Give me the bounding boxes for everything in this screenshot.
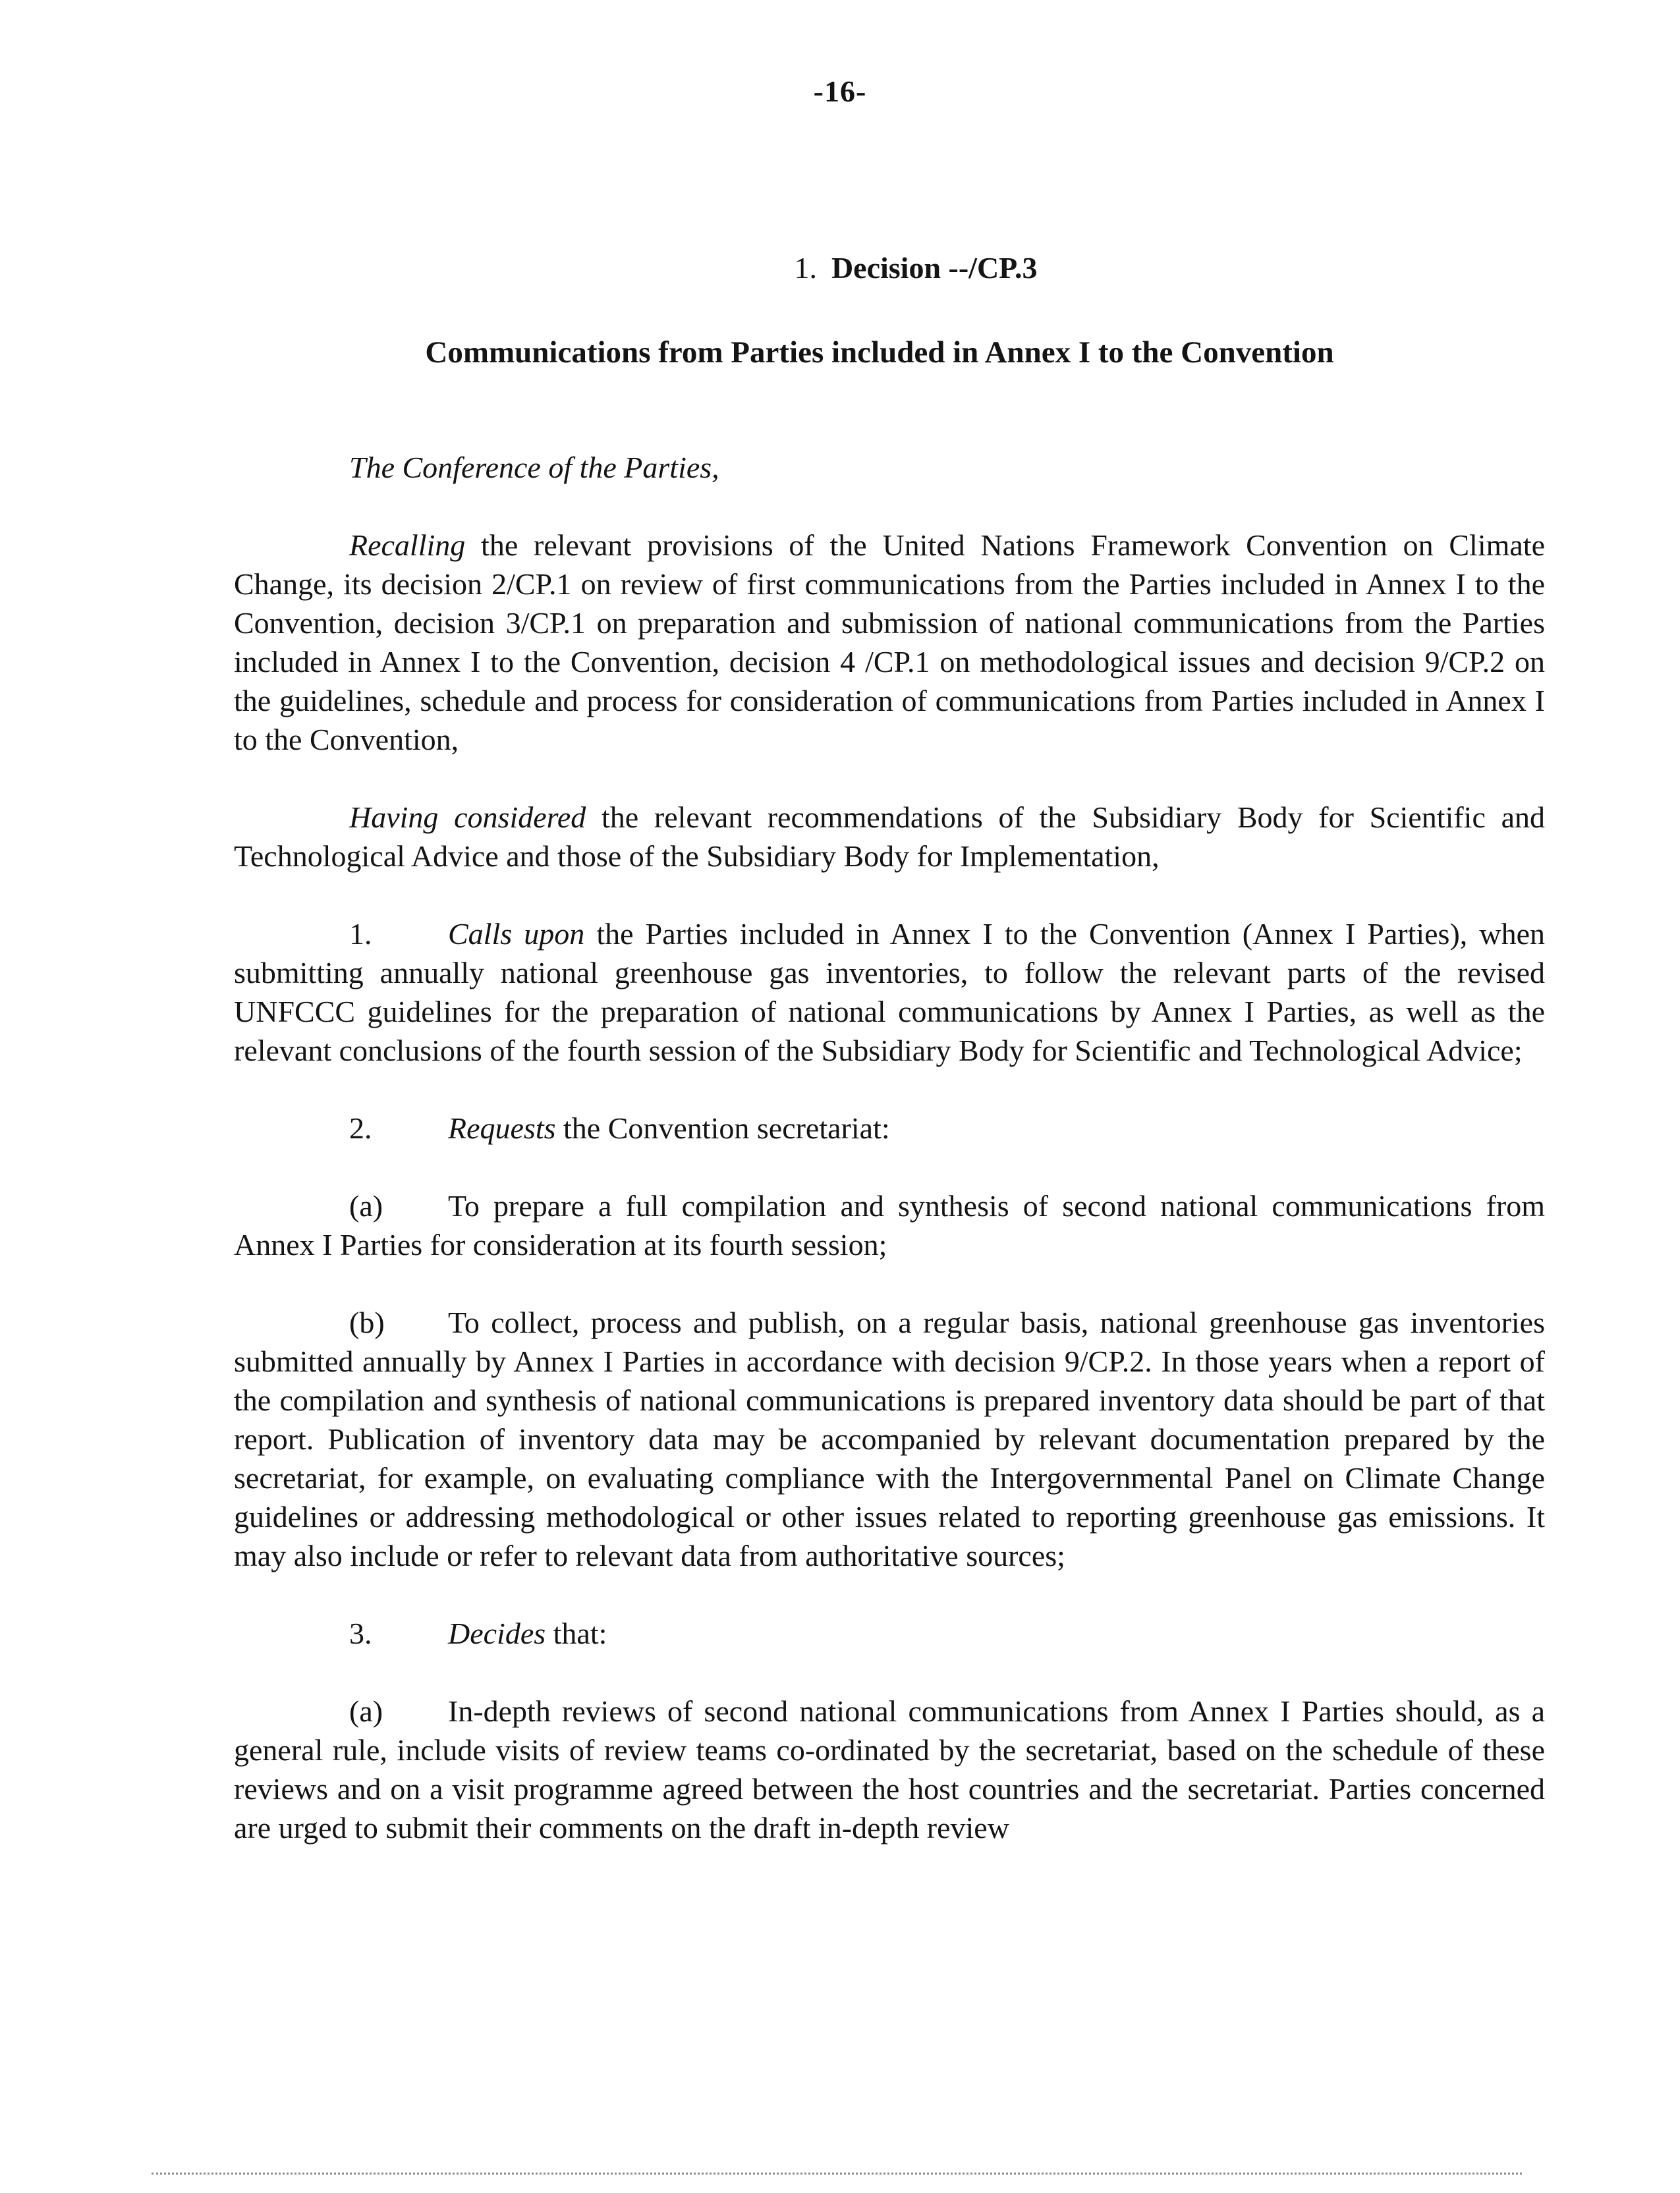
- paragraph-3a-text: In-depth reviews of second national communications from Annex I Parties should, as a general rule, include visits of review teams co-ordinated by the secretariat, based on the schedule of these reviews and on a visit programme agreed between the host countries and the secretariat. Parties concerned are urged to submit their comments on the draft in-depth review: [234, 1694, 1545, 1845]
- document-body: [234, 448, 1545, 1886]
- preamble-considered: [234, 798, 1545, 875]
- paragraph-2a: [234, 1186, 1545, 1264]
- recalling-text: the relevant provisions of the United Nations Framework Convention on Climate Change, its decision 2/CP.1 on review of first communications from the Parties included in Annex I to the Convention, decision 3/CP.1 on preparation and submission of national communications from the Parties included in Annex I to the Convention, decision 4 /CP.1 on methodological issues and decision 9/CP.2 on the guidelines, schedule and process for consideration of communications from Parties included in Annex I to the Convention,: [234, 528, 1545, 756]
- decision-subtitle: Communications from Parties included in Annex I to the Convention: [425, 335, 1334, 370]
- decision-title: [0, 250, 1680, 285]
- page-number: -16-: [813, 74, 867, 108]
- recalling-lead: Recalling: [349, 528, 466, 562]
- paragraph-3: [234, 1614, 1545, 1653]
- paragraph-2a-text: To prepare a full compilation and synthesis of second national communications from Annex I Parties for consideration at its fourth session;: [234, 1189, 1545, 1262]
- paragraph-2-lead: Requests: [448, 1111, 556, 1145]
- paragraph-3a: [234, 1692, 1545, 1847]
- paragraph-3-number: 3.: [349, 1617, 372, 1650]
- paragraph-2: [234, 1109, 1545, 1148]
- decision-title-text: Decision --/CP.3: [831, 251, 1038, 285]
- paragraph-2-number: 2.: [349, 1111, 372, 1145]
- considered-text: the relevant recommendations of the Subsidiary Body for Scientific and Technological Advice and those of the Subsidiary Body for Implementation,: [234, 800, 1546, 873]
- paragraph-2b: [234, 1303, 1545, 1575]
- considered-lead: Having considered: [349, 800, 586, 834]
- footer-rule: [152, 2173, 1522, 2175]
- paragraph-2b-text: To collect, process and publish, on a regular basis, national greenhouse gas inventories submitted annually by Annex I Parties in accordance with decision 9/CP.2. In those years when a report of the compilation and synthesis of national communications is prepared inventory data should be part of that report. Publication of inventory data may be accompanied by relevant documentation prepared by the secretariat, for example, on evaluating compliance with the Intergovernmental Panel on Climate Change guidelines or addressing methodological or other issues related to reporting greenhouse gas emissions. It may also include or refer to relevant data from authoritative sources;: [234, 1306, 1545, 1572]
- paragraph-2a-label: (a): [349, 1189, 383, 1223]
- paragraph-1-lead: Calls upon: [448, 917, 585, 951]
- preamble-opening: The Conference of the Parties,: [349, 451, 719, 484]
- paragraph-2b-label: (b): [349, 1306, 385, 1339]
- preamble-recalling: [234, 526, 1545, 759]
- paragraph-3a-label: (a): [349, 1694, 383, 1728]
- paragraph-2-text: the Convention secretariat:: [555, 1111, 890, 1145]
- paragraph-3-text: that:: [546, 1617, 607, 1650]
- paragraph-1-text: the Parties included in Annex I to the Convention (Annex I Parties), when submitting annually national greenhouse gas inventories, to follow the relevant parts of the revised UNFCCC guidelines for the preparation of national communications by Annex I Parties, as well as the relevant conclusions of the fourth session of the Subsidiary Body for Scientific and Technological Advice;: [234, 917, 1545, 1067]
- paragraph-3-lead: Decides: [448, 1617, 546, 1650]
- paragraph-1: [234, 914, 1545, 1070]
- decision-number: 1.: [794, 251, 817, 285]
- paragraph-1-number: 1.: [349, 917, 372, 951]
